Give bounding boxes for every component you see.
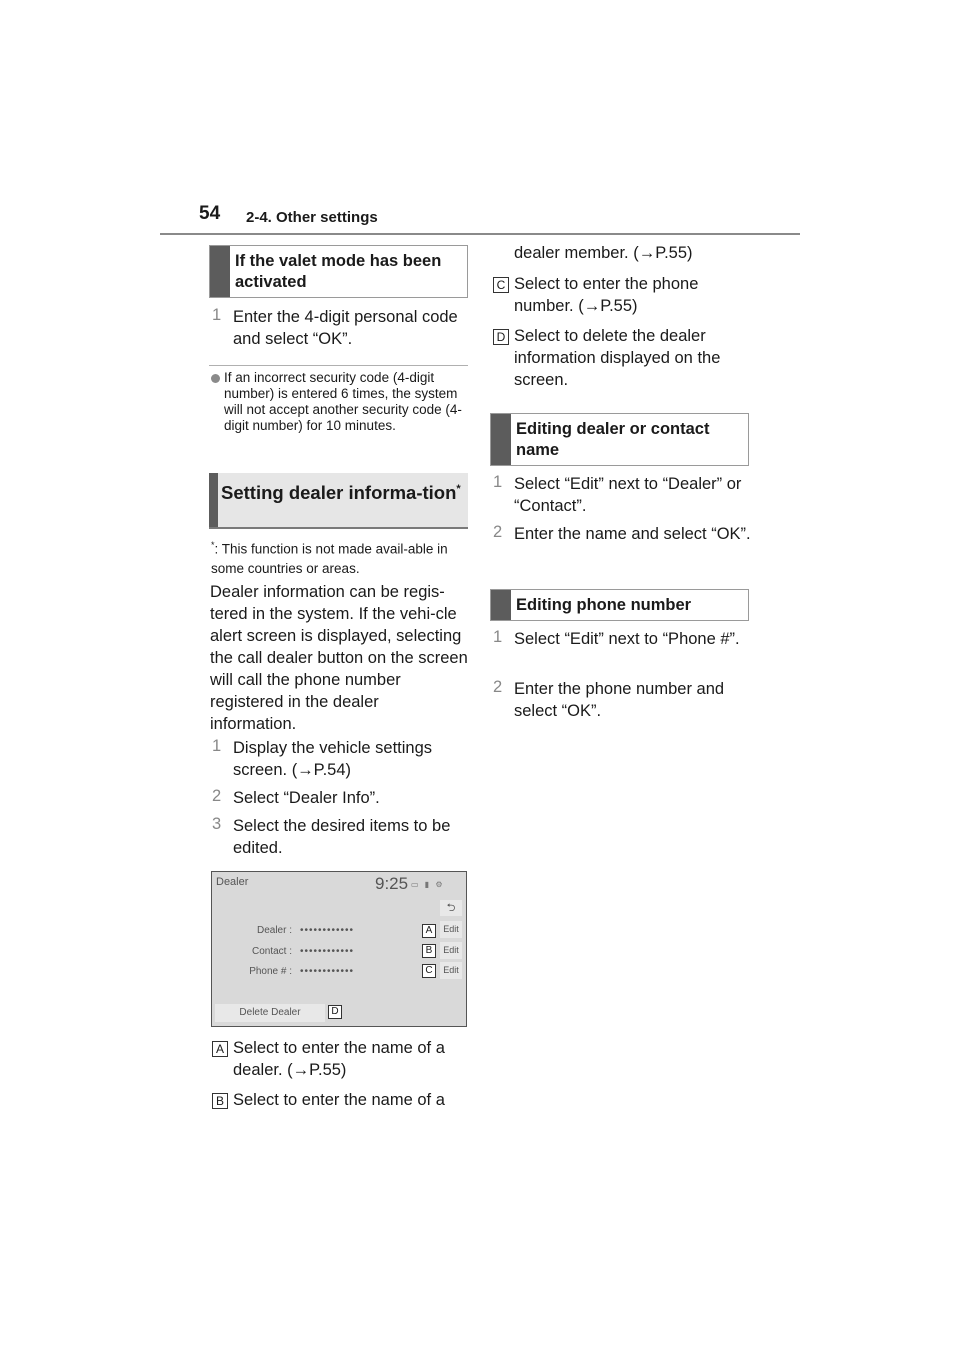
callout-marker-c: C [493, 277, 509, 293]
marker-d: D [328, 1005, 342, 1019]
contact-label: Contact : [251, 946, 292, 957]
heading-bar [209, 473, 218, 527]
callout-marker-a: A [212, 1041, 228, 1057]
edit-name-heading [490, 413, 749, 466]
step-number: 1 [212, 306, 222, 324]
callout-a-text: Select to enter the name of a dealer. (→P.55) [233, 1039, 445, 1079]
step-number: 2 [493, 523, 503, 541]
callout-c-text: Select to enter the phone number. (→P.55) [514, 275, 699, 315]
phone-label: Phone # : [249, 966, 292, 977]
security-code-note: If an incorrect security code (4-digit number) is entered 6 times, the system will not accept another security code (4-digit number) for 10 minutes. [224, 370, 462, 433]
step-number: 1 [493, 473, 503, 491]
edit-phone-button: Edit [440, 962, 462, 979]
dealer-label: Dealer : [256, 925, 292, 936]
callout-b-continued: dealer member. (→P.55) [514, 244, 693, 262]
step-number: 3 [212, 815, 222, 833]
step-text: Select “Edit” next to “Phone #”. [514, 630, 740, 648]
contact-value: •••••••••••• [300, 946, 355, 957]
heading-bar [491, 414, 511, 465]
footnote-mark: * [456, 483, 461, 495]
step-text: Display the vehicle settings screen. (→P.54) [233, 739, 433, 779]
step-number: 2 [212, 787, 222, 805]
footnote: *: This function is not made avail-able in some countries or areas. [211, 540, 448, 576]
step-text: Select the desired items to be edited. [233, 817, 451, 857]
edit-phone-heading-text: Editing phone number [516, 596, 692, 614]
step-text: Select “Dealer Info”. [233, 789, 380, 807]
marker-c: C [422, 964, 436, 978]
step-text: Select “Edit” next to “Dealer” or “Contact”. [514, 475, 742, 515]
screen-clock: 9:25 [375, 874, 409, 893]
valet-mode-heading-text: If the valet mode has been activated [235, 252, 442, 291]
phone-value: •••••••••••• [300, 966, 355, 977]
valet-step-text: Enter the 4-digit personal code and select “OK”. [233, 308, 458, 348]
callout-marker-b: B [212, 1093, 228, 1109]
edit-phone-heading [490, 589, 749, 621]
section-title: 2-4. Other settings [246, 209, 378, 226]
page-number: 54 [199, 203, 221, 224]
dealer-screen-illustration [211, 871, 467, 1027]
step-number: 1 [493, 628, 503, 646]
heading-bar [210, 246, 230, 297]
valet-mode-heading [209, 245, 468, 298]
dealer-intro-text: Dealer information can be regis-tered in the system. If the vehi-cle alert screen is displayed, selecting the call dealer button on the screen will call the phone number registered in the dealer information. [210, 583, 468, 733]
back-icon: ⮌ [440, 900, 462, 916]
marker-a: A [422, 924, 436, 938]
step-number: 1 [212, 737, 222, 755]
callout-b-text: Select to enter the name of a [233, 1091, 445, 1109]
step-number: 2 [493, 678, 503, 696]
step-text: Enter the name and select “OK”. [514, 525, 751, 543]
header-rule [160, 233, 800, 235]
screen-title: Dealer [216, 876, 249, 888]
note-bullet-icon [211, 374, 220, 383]
edit-contact-button: Edit [440, 942, 462, 959]
edit-dealer-button: Edit [440, 921, 462, 938]
delete-dealer-button: Delete Dealer [215, 1004, 325, 1022]
dealer-info-heading [209, 473, 468, 529]
status-icons: ▭ ▮ ⚙ [411, 880, 445, 889]
edit-name-heading-text: Editing dealer or contact name [516, 420, 710, 459]
dealer-info-heading-text: Setting dealer informa-tion* [221, 482, 461, 504]
callout-d-text: Select to delete the dealer information displayed on the screen. [514, 327, 721, 389]
callout-marker-d: D [493, 329, 509, 345]
step-text: Enter the phone number and select “OK”. [514, 680, 725, 720]
note-rule [209, 365, 468, 366]
dealer-value: •••••••••••• [300, 925, 355, 936]
heading-bar [491, 590, 511, 620]
marker-b: B [422, 944, 436, 958]
